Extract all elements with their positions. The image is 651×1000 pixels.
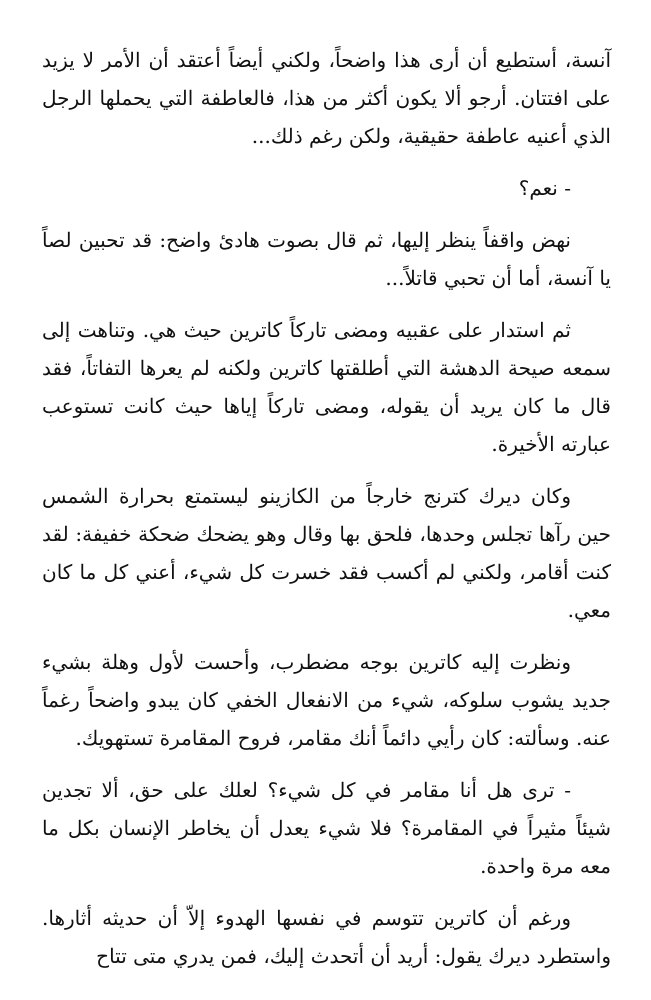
paragraph-1: آنسة، أستطيع أن أرى هذا واضحاً، ولكني أيضاً أعتقد أن الأمر لا يزيد على افتتان. أرجو ألا يكون أكثر من هذا، فالعاطفة التي يحملها الرجل الذي أعنيه عاطفة حقيقية، ولكن رغم ذلك... (42, 48, 611, 148)
paragraph-6: ونظرت إليه كاترين بوجه مضطرب، وأحست لأول وهلة بشيء جديد يشوب سلوكه، شيء من الانفعال الخفي كان يبدو واضحاً رغماً عنه. وسألته: كان رأيي دائماً أنك مقامر، فروح المقامرة تستهويك. (42, 650, 611, 750)
page-bottom-spacer (42, 989, 611, 999)
paragraph-5: وكان ديرك كترنج خارجاً من الكازينو ليستمتع بحرارة الشمس حين رآها تجلس وحدها، فلحق بها وقال وهو يضحك ضحكة خفيفة: لقد كنت أقامر، ولكني لم أكسب فقد خسرت كل شيء، أعني كل ما كان معي. (42, 484, 611, 622)
paragraph-3: نهض واقفاً ينظر إليها، ثم قال بصوت هادئ واضح: قد تحبين لصاً يا آنسة، أما أن تحبي قاتلاً... (42, 228, 611, 290)
paragraph-7: - ترى هل أنا مقامر في كل شيء؟ لعلك على حق، ألا تجدين شيئاً مثيراً في المقامرة؟ فلا شيء يعدل أن يخاطر الإنسان بكل ما معه مرة واحدة. (42, 778, 611, 878)
paragraph-2: - نعم؟ (518, 176, 571, 200)
paragraph-4: ثم استدار على عقبيه ومضى تاركاً كاترين حيث هي. وتناهت إلى سمعه صيحة الدهشة التي أطلقتها كاترين ولكنه لم يعرها التفاتاً، فقد قال ما كان يريد أن يقوله، ومضى تاركاً إياها حيث كانت تستوعب عبارته الأخيرة. (42, 318, 611, 456)
paragraph-8: ورغم أن كاترين تتوسم في نفسها الهدوء إلاّ أن حديثه أثارها. واستطرد ديرك يقول: أريد أن أتحدث إليك، فمن يدري متى تتاح (42, 906, 611, 968)
